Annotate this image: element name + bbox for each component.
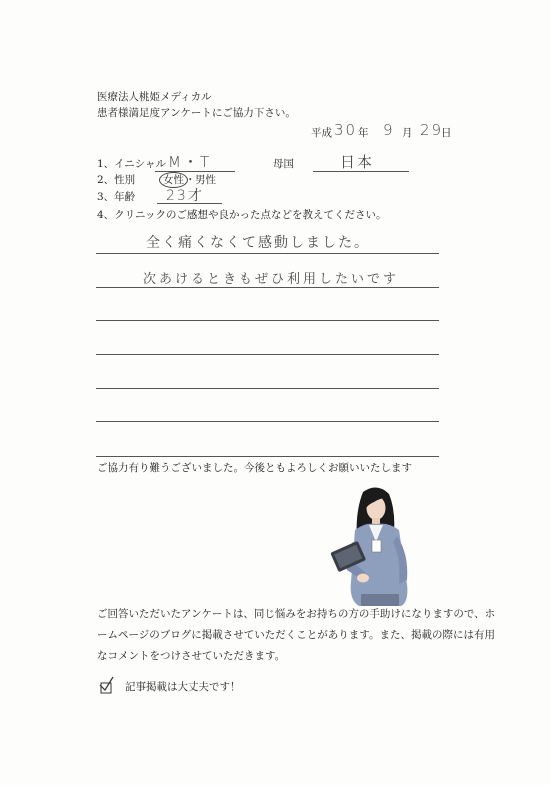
country-value: 日本 xyxy=(340,153,375,171)
gender-male: 男性 xyxy=(195,174,216,186)
initial-label: 1、イニシャル xyxy=(97,158,167,170)
comment-rule-6 xyxy=(96,421,439,422)
notice-line-3: なコメントをつけさせていただきます。 xyxy=(97,650,286,662)
comment-rule-7 xyxy=(96,456,439,457)
survey-title: 患者様満足度アンケートにご協力下さい。 xyxy=(97,107,296,119)
gender-label: 2、性別 xyxy=(97,174,136,186)
comment-line-2: 次あけるときもぜひ利用したいです xyxy=(143,272,400,287)
clinic-name: 医療法人桃姫メディカル xyxy=(97,91,212,103)
date-year-unit: 年 xyxy=(358,127,369,139)
consent-checkbox[interactable] xyxy=(99,676,117,696)
age-underline xyxy=(157,203,222,204)
gender-female: 女性 xyxy=(163,174,184,186)
comment-line-1: 全く痛くなくて感動しました。 xyxy=(146,235,370,251)
country-label: 母国 xyxy=(273,158,294,170)
country-underline xyxy=(313,171,409,172)
notice-line-2: ームページのブログに掲載させていただくことがあります。また、掲載の際には有用 xyxy=(97,629,495,641)
comment-rule-5 xyxy=(96,388,439,389)
initial-value: M・T xyxy=(168,153,212,171)
comment-rule-3 xyxy=(96,320,439,321)
staff-photo xyxy=(325,484,420,609)
gender-separator: ・ xyxy=(185,174,196,186)
checkmark-icon xyxy=(99,676,117,696)
date-day-unit: 日 xyxy=(441,127,452,139)
age-label: 3、年齢 xyxy=(97,191,136,203)
consent-label: 記事掲載は大丈夫です！ xyxy=(125,681,241,693)
comment-rule-1 xyxy=(96,253,439,254)
age-value: 23才 xyxy=(166,188,204,204)
date-era: 平成 xyxy=(311,127,332,139)
comment-rule-2 xyxy=(96,287,439,288)
comment-rule-4 xyxy=(96,354,439,355)
date-day: 29 xyxy=(420,121,444,139)
thanks-message: ご協力有り難うございました。今後ともよろしくお願いいたします xyxy=(97,462,412,474)
date-year: 30 xyxy=(334,121,358,139)
date-month-unit: 月 xyxy=(402,127,413,139)
date-month: 9 xyxy=(383,121,395,139)
notice-line-1: ご回答いただいたアンケートは、同じ悩みをお持ちの方の手助けになりますので、ホ xyxy=(97,608,496,620)
comment-question: 4、クリニックのご感想や良かった点などを教えてください。 xyxy=(97,209,387,221)
